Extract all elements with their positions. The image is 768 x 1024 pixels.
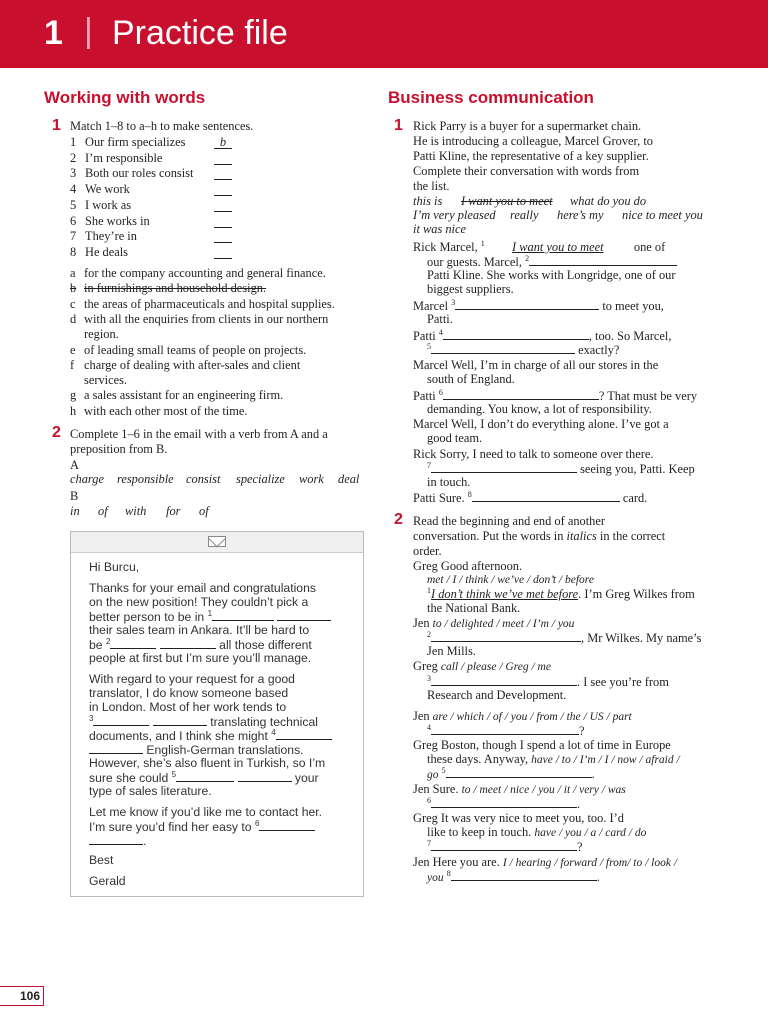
exercise-number: 1 (394, 117, 403, 134)
dialogue-line: in touch. (427, 475, 471, 489)
match-option-text: in furnishings and household design. (84, 281, 267, 296)
email-line: documents, and I think she might $^4$ (89, 728, 332, 743)
section-title-business-communication: Business communication (388, 88, 594, 107)
dialogue-line: like to keep in touch. have / you / a / card / do (427, 825, 647, 839)
word-list-item: nice to meet you (622, 208, 703, 222)
match-item-text: I’m responsible (85, 150, 163, 165)
email-line: Thanks for your email and congratulations (89, 581, 316, 595)
dialogue-line: Greg Boston, though I spend a lot of time in Europe (413, 738, 671, 752)
match-item-text: She works in (85, 213, 150, 228)
match-item-number: 6 (70, 213, 77, 228)
word-a-item: charge (70, 472, 104, 486)
dialogue-line: Patti $^6$ ? That must be very (413, 387, 698, 403)
dialogue-line: Patti Kline. She works with Longridge, one of our (427, 268, 676, 282)
match-option-letter: h (70, 403, 77, 418)
dialogue-line: Jen Sure. to / meet / nice / you / it / very / was (413, 782, 626, 796)
match-item-text: Our firm specializes (85, 135, 186, 149)
dialogue-line: Patti Sure. $^8$ card. (413, 489, 648, 505)
match-answer-blank (214, 182, 232, 196)
exercise-number: 2 (394, 511, 403, 528)
email-line: $^3$ translating technical (89, 713, 318, 729)
email-line: . (89, 833, 146, 848)
word-b-item: with (125, 504, 147, 518)
word-list-item: it was nice (413, 222, 466, 236)
email-line: type of sales literature. (89, 784, 212, 798)
match-option-text: a sales assistant for an engineering firm. (84, 388, 284, 403)
dialogue-line: Greg Good afternoon. (413, 559, 523, 573)
word-list-item: I’m very pleased (413, 208, 496, 222)
email-line: English-German translations. (89, 742, 304, 757)
email-line: their sales team in Ankara. It’ll be hard to (89, 623, 310, 637)
dialogue-line: $^6$ . (427, 795, 581, 811)
email-line: I’m sure you’d find her easy to $^6$ (89, 819, 315, 834)
dialogue-line: Patti $^4$ , too. So Marcel, (413, 327, 672, 343)
exercise-number: 1 (52, 117, 61, 134)
dialogue-line: the National Bank. (427, 601, 521, 615)
match-option-text: of leading small teams of people on projects. (84, 342, 307, 357)
dialogue-line: biggest suppliers. (427, 282, 514, 296)
email-line: on the new position! They couldn’t pick a (89, 595, 309, 609)
exercise-instruction: Read the beginning and end of another (413, 514, 605, 528)
dialogue-line: $^3$ . I see you’re from (427, 673, 669, 689)
dialogue-line: our guests. Marcel, $^2$ (427, 254, 677, 270)
word-list-label: B (70, 489, 79, 503)
dialogue-line: Jen Mills. (427, 644, 476, 658)
exercise-instruction: Match 1–8 to a–h to make sentences. (70, 119, 254, 133)
match-option-letter: c (70, 296, 76, 311)
word-b-item: for (166, 504, 181, 518)
header-separator: | (84, 12, 93, 50)
exercise-instruction: preposition from B. (70, 442, 168, 456)
dialogue-line: Marcel $^3$ to meet you, (413, 297, 664, 313)
dialogue-line: you $^8$ . (427, 868, 600, 884)
dialogue-line: $^5$ exactly? (427, 341, 620, 357)
dialogue-line: Research and Development. (427, 688, 567, 702)
match-option-letter: d (70, 311, 77, 326)
match-item-text: We work (85, 182, 130, 197)
match-option-letter: a (70, 266, 76, 280)
dialogue-line: $^4$ ? (427, 722, 585, 738)
match-option-letter: g (70, 388, 77, 403)
match-option-text: for the company accounting and general finance. (84, 266, 326, 280)
word-b-item: in (70, 504, 80, 518)
match-option-letter: b (70, 281, 77, 296)
email-line: in London. Most of her work tends to (89, 700, 287, 714)
dialogue-line: Jen to / delighted / meet / I’m / you (413, 616, 575, 630)
word-b-item: of (98, 504, 108, 518)
match-answer-blank: b (214, 135, 232, 149)
word-a-item: specialize (236, 472, 285, 486)
match-answer-blank (214, 151, 232, 165)
match-option-letter: f (70, 357, 75, 372)
header-bar (0, 0, 768, 68)
match-item-text: Both our roles consist (85, 166, 194, 181)
dialogue-line: $^7$ seeing you, Patti. Keep (427, 460, 695, 476)
email-greeting: Hi Burcu, (89, 560, 140, 574)
word-a-item: consist (186, 472, 221, 486)
match-option-text: region. (84, 327, 119, 342)
dialogue-line: demanding. You know, a lot of responsibility. (427, 402, 652, 416)
email-line: translator, I do know someone based (89, 686, 289, 700)
dialogue-line: $^1$I don’t think we’ve met before. I’m Greg Wilkes from (427, 585, 695, 601)
email-box (70, 531, 364, 897)
page-title: Practice file (112, 14, 288, 52)
dialogue-line: go $^5$ . (427, 765, 595, 781)
match-option-text: services. (84, 373, 128, 388)
dialogue-line: Patti. (427, 312, 453, 326)
dialogue-line: Marcel Well, I’m in charge of all our stores in the (413, 358, 659, 372)
exercise-instruction: Complete 1–6 in the email with a verb from A and a (70, 427, 328, 441)
email-line: people at first but I’m sure you’ll manage. (89, 651, 312, 665)
match-item-text: I work as (85, 197, 132, 212)
match-item-number: 2 (70, 150, 77, 165)
word-list-item: this is (413, 194, 443, 208)
word-list-item: here’s my (557, 208, 604, 222)
match-option-letter: e (70, 342, 76, 357)
word-list-item: I want you to meet (461, 194, 553, 208)
match-option-text: with all the enquiries from clients in our northern (84, 311, 329, 326)
scrambled-words: met / I / think / we’ve / don’t / before (427, 574, 594, 586)
match-answer-blank (214, 245, 232, 259)
match-item-number: 1 (70, 135, 77, 149)
word-list-item: what do you do (570, 194, 647, 208)
match-answer-blank (214, 166, 232, 180)
word-a-item: deal (338, 472, 360, 486)
match-item-number: 3 (70, 166, 77, 181)
dialogue-line: Rick Marcel, $^1$ I want you to meet one of (413, 238, 666, 254)
exercise-instruction: conversation. Put the words in italics in the correct (413, 529, 666, 543)
dialogue-line: good team. (427, 431, 483, 445)
dialogue-line: Marcel Well, I don’t do everything alone. I’ve got a (413, 417, 669, 431)
match-answer-blank (214, 214, 232, 228)
email-line: be $^2$ all those different (89, 636, 312, 652)
match-item-text: They’re in (85, 229, 137, 244)
exercise-instruction: order. (413, 544, 442, 558)
match-item-number: 7 (70, 229, 77, 244)
word-list-label: A (70, 458, 79, 472)
match-answer-blank (214, 198, 232, 212)
dialogue-line: Greg call / please / Greg / me (413, 659, 551, 673)
email-signoff: Best (89, 853, 114, 867)
envelope-icon (208, 536, 226, 547)
match-item-number: 4 (70, 182, 77, 197)
match-answer-blank (214, 229, 232, 243)
word-b-item: of (199, 504, 209, 518)
email-line: With regard to your request for a good (89, 672, 295, 686)
email-line: better person to be in $^1$ (89, 609, 331, 624)
exercise-number: 2 (52, 424, 61, 441)
email-line: sure she could $^5$ your (89, 769, 319, 785)
dialogue-line: Jen are / which / of / you / from / the / US / part (413, 709, 632, 723)
match-option-text: charge of dealing with after-sales and client (84, 357, 301, 372)
dialogue-line: $^7$ ? (427, 838, 583, 854)
dialogue-line: south of England. (427, 372, 515, 386)
dialogue-line: these days. Anyway, have / to / I’m / I / now / afraid / (427, 752, 680, 766)
match-option-text: the areas of pharmaceuticals and hospital supplies. (84, 296, 335, 311)
dialogue-line: Jen Here you are. I / hearing / forward / from/ to / look / (413, 855, 678, 869)
word-a-item: responsible (117, 472, 174, 486)
dialogue-line: Rick Sorry, I need to talk to someone over there. (413, 447, 654, 461)
email-toolbar (71, 532, 363, 553)
match-item-number: 5 (70, 197, 77, 212)
email-line: However, she’s also fluent in Turkish, so I’m (89, 756, 326, 770)
unit-number: 1 (44, 14, 63, 52)
match-item-text: He deals (85, 244, 129, 259)
match-option-text: with each other most of the time. (84, 403, 248, 418)
dialogue-line: Greg It was very nice to meet you, too. I’d (413, 811, 624, 825)
word-a-item: work (299, 472, 324, 486)
email-sender: Gerald (89, 874, 126, 888)
section-title-working-with-words: Working with words (44, 88, 206, 107)
word-list-item: really (510, 208, 539, 222)
exercise-instruction: Rick Parry is a buyer for a supermarket chain. He is introducing a colleague, Marcel Grover, to Patti Kline, the representative of a key supplier. Complete their conversation with words from the list. (413, 119, 654, 193)
page-number: 106 (0, 986, 44, 1006)
email-line: Let me know if you’d like me to contact her. (89, 805, 323, 819)
match-item-number: 8 (70, 244, 77, 259)
dialogue-line: $^2$ , Mr Wilkes. My name’s (427, 629, 702, 645)
